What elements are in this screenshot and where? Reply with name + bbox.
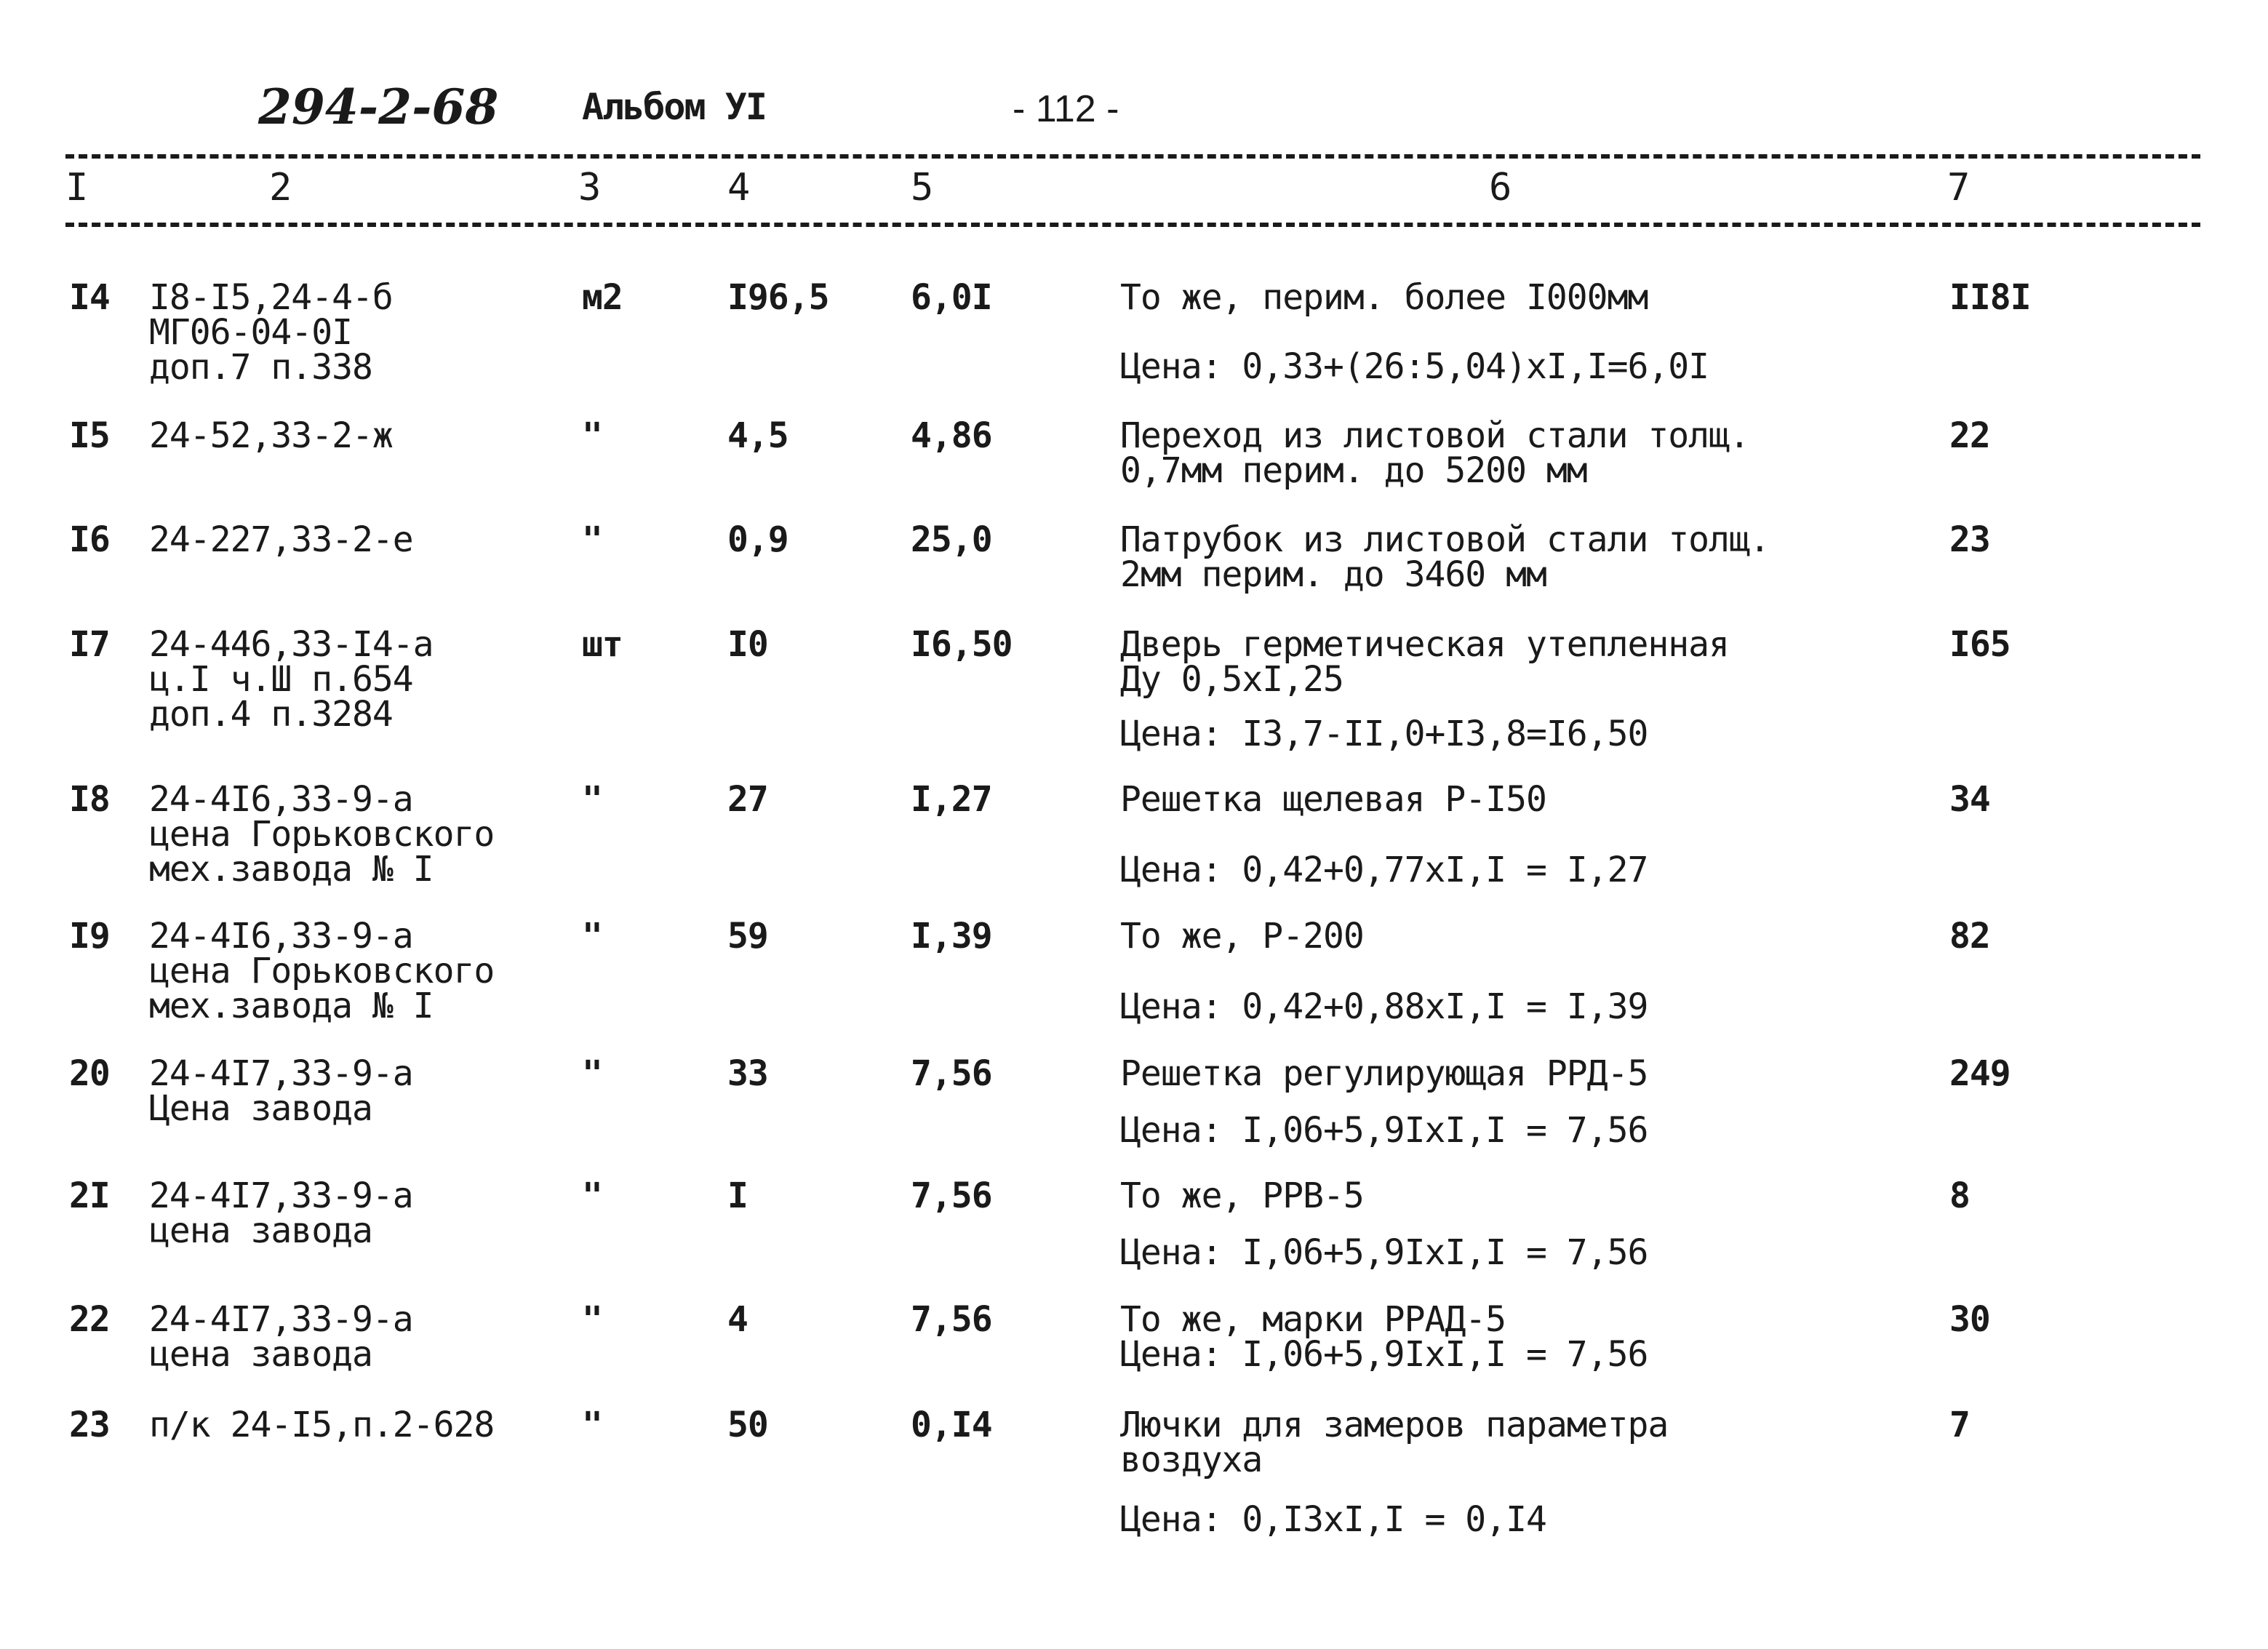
row-qty-cell: 33 bbox=[727, 1053, 768, 1094]
row-unit-cell: " bbox=[582, 1299, 602, 1340]
column-header-3: 3 bbox=[578, 166, 602, 209]
row-total-cell: 8 bbox=[1949, 1175, 1970, 1216]
row-unit-cell: " bbox=[582, 916, 602, 957]
row-unit-cell: " bbox=[582, 519, 602, 560]
row-price-cell: 6,0I bbox=[911, 277, 992, 318]
row-desc-cell: Патрубок из листовой стали толщ. 2мм перим. до 3460 мм bbox=[1120, 519, 1770, 595]
row-code-cell: 24-4I7,33-9-а Цена завода bbox=[149, 1053, 413, 1129]
row-price-cell: I6,50 bbox=[911, 624, 1013, 665]
column-header-6: 6 bbox=[1489, 166, 1512, 209]
document-code: 294-2-68 bbox=[258, 79, 499, 135]
row-price-cell: 4,86 bbox=[911, 415, 992, 456]
column-header-4: 4 bbox=[727, 166, 751, 209]
row-num-cell: 23 bbox=[69, 1405, 110, 1445]
row-qty-cell: 27 bbox=[727, 779, 768, 820]
row-num-cell: I8 bbox=[69, 779, 110, 820]
row-code-cell: 24-227,33-2-е bbox=[149, 519, 413, 560]
row-price-calculation: Цена: 0,42+0,77хI,I = I,27 bbox=[1120, 850, 1648, 890]
row-total-cell: 34 bbox=[1949, 779, 1990, 820]
column-header-1: I bbox=[65, 166, 89, 209]
row-unit-cell: " bbox=[582, 1053, 602, 1094]
row-unit-cell: шт bbox=[582, 624, 623, 665]
row-price-calculation: Цена: I,06+5,9IхI,I = 7,56 bbox=[1120, 1232, 1648, 1273]
row-desc-cell: То же, РРВ-5 bbox=[1120, 1175, 1364, 1216]
row-price-cell: I,27 bbox=[911, 779, 992, 820]
row-code-cell: 24-4I6,33-9-а цена Горьковского мех.завода № I bbox=[149, 779, 495, 890]
row-qty-cell: I bbox=[727, 1175, 748, 1216]
row-unit-cell: м2 bbox=[582, 277, 623, 318]
row-unit-cell: " bbox=[582, 415, 602, 456]
row-code-cell: 24-4I6,33-9-а цена Горьковского мех.завода № I bbox=[149, 916, 495, 1026]
row-num-cell: I5 bbox=[69, 415, 110, 456]
row-qty-cell: 0,9 bbox=[727, 519, 788, 560]
row-qty-cell: I0 bbox=[727, 624, 768, 665]
row-price-cell: 7,56 bbox=[911, 1299, 992, 1340]
row-total-cell: 30 bbox=[1949, 1299, 1990, 1340]
row-price-calculation: Цена: 0,42+0,88хI,I = I,39 bbox=[1120, 986, 1648, 1027]
row-total-cell: 82 bbox=[1949, 916, 1990, 957]
row-code-cell: п/к 24-I5,п.2-628 bbox=[149, 1405, 495, 1445]
row-desc-cell: То же, марки РРАД-5 Цена: I,06+5,9IхI,I = 7,56 bbox=[1120, 1299, 1648, 1375]
column-header-5: 5 bbox=[911, 166, 934, 209]
row-num-cell: 20 bbox=[69, 1053, 110, 1094]
row-code-cell: 24-52,33-2-ж bbox=[149, 415, 393, 456]
row-price-cell: 7,56 bbox=[911, 1175, 992, 1216]
row-num-cell: I9 bbox=[69, 916, 110, 957]
row-price-calculation: Цена: 0,I3хI,I = 0,I4 bbox=[1120, 1499, 1546, 1540]
album-label: Альбом УI bbox=[582, 86, 766, 128]
row-desc-cell: Переход из листовой стали толщ. 0,7мм перим. до 5200 мм bbox=[1120, 415, 1749, 491]
row-qty-cell: 50 bbox=[727, 1405, 768, 1445]
row-price-cell: 0,I4 bbox=[911, 1405, 992, 1445]
row-desc-cell: То же, Р-200 bbox=[1120, 916, 1364, 957]
row-unit-cell: " bbox=[582, 779, 602, 820]
row-qty-cell: 4,5 bbox=[727, 415, 788, 456]
row-desc-cell: То же, перим. более I000мм bbox=[1120, 277, 1648, 318]
row-code-cell: 24-4I7,33-9-а цена завода bbox=[149, 1299, 413, 1375]
row-unit-cell: " bbox=[582, 1175, 602, 1216]
row-num-cell: 2I bbox=[69, 1175, 110, 1216]
row-qty-cell: I96,5 bbox=[727, 277, 829, 318]
row-code-cell: 24-446,33-I4-а ц.I ч.Ш п.654 доп.4 п.3284 bbox=[149, 624, 434, 735]
row-total-cell: I65 bbox=[1949, 624, 2011, 665]
row-total-cell: 249 bbox=[1949, 1053, 2011, 1094]
row-price-cell: 25,0 bbox=[911, 519, 992, 560]
row-num-cell: I4 bbox=[69, 277, 110, 318]
column-header-2: 2 bbox=[269, 166, 292, 209]
page-number: - 112 - bbox=[1013, 88, 1119, 130]
row-code-cell: 24-4I7,33-9-а цена завода bbox=[149, 1175, 413, 1251]
row-price-calculation: Цена: 0,33+(26:5,04)хI,I=6,0I bbox=[1120, 346, 1709, 387]
row-price-calculation: Цена: I,06+5,9IхI,I = 7,56 bbox=[1120, 1110, 1648, 1151]
row-desc-cell: Дверь герметическая утепленная Ду 0,5хI,25 bbox=[1120, 624, 1729, 700]
row-num-cell: 22 bbox=[69, 1299, 110, 1340]
row-total-cell: 22 bbox=[1949, 415, 1990, 456]
row-price-cell: I,39 bbox=[911, 916, 992, 957]
row-code-cell: I8-I5,24-4-б МГ06-04-0I доп.7 п.338 bbox=[149, 277, 393, 388]
row-price-calculation: Цена: I3,7-II,0+I3,8=I6,50 bbox=[1120, 714, 1648, 754]
column-header-7: 7 bbox=[1947, 166, 1970, 209]
row-qty-cell: 4 bbox=[727, 1299, 748, 1340]
row-qty-cell: 59 bbox=[727, 916, 768, 957]
row-total-cell: II8I bbox=[1949, 277, 2031, 318]
row-total-cell: 7 bbox=[1949, 1405, 1970, 1445]
row-desc-cell: Решетка регулирующая РРД-5 bbox=[1120, 1053, 1648, 1094]
row-unit-cell: " bbox=[582, 1405, 602, 1445]
row-num-cell: I7 bbox=[69, 624, 110, 665]
dashed-rule-bottom bbox=[65, 223, 2200, 227]
row-desc-cell: Лючки для замеров параметра воздуха bbox=[1120, 1405, 1669, 1480]
row-price-cell: 7,56 bbox=[911, 1053, 992, 1094]
row-num-cell: I6 bbox=[69, 519, 110, 560]
row-total-cell: 23 bbox=[1949, 519, 1990, 560]
row-desc-cell: Решетка щелевая Р-I50 bbox=[1120, 779, 1546, 820]
dashed-rule-top bbox=[65, 154, 2200, 159]
